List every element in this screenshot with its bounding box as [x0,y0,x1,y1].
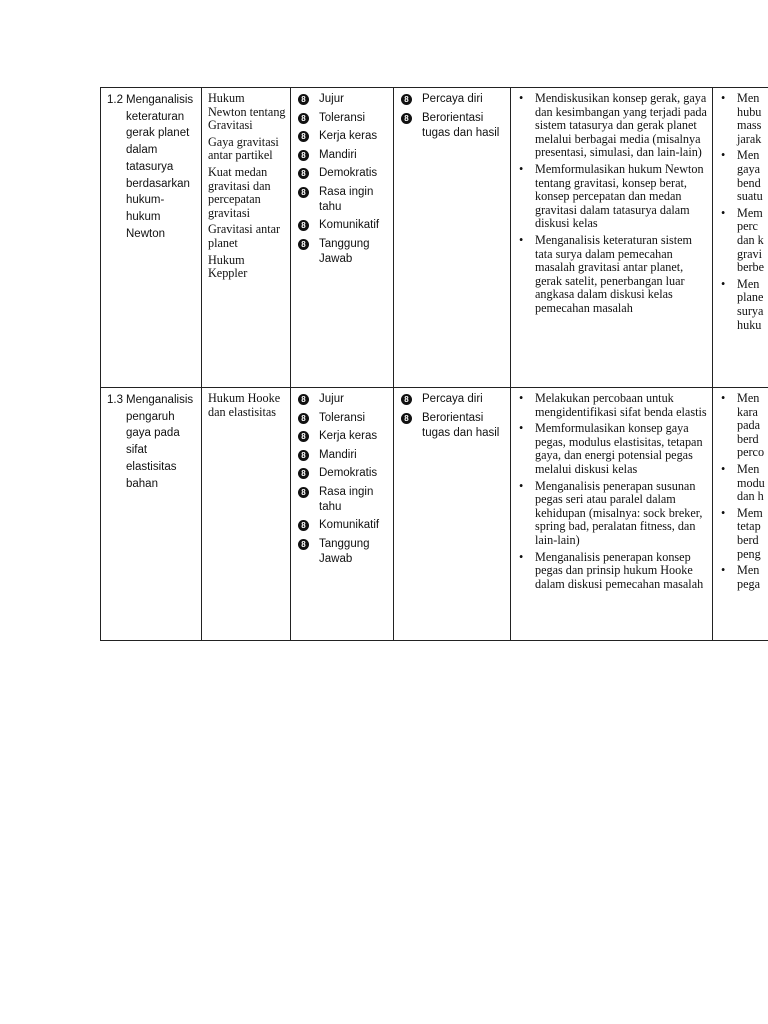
list-item [297,111,389,126]
number-8-circle-icon: 8 [298,468,309,479]
materi-cell [202,88,291,388]
bullet-icon: • [721,91,726,105]
list-item [297,129,389,144]
list-item [517,480,708,548]
list-item [297,411,389,426]
list-item [297,92,389,107]
list-item [297,485,389,515]
indikator-line: peng [737,546,761,561]
bullet-icon: • [721,505,726,520]
number-8-circle-icon: 8 [298,150,309,161]
value-label: Komunikatif [319,219,380,231]
materi-item: Hukum Hooke dan elastisitas [208,391,281,419]
materi-item: Hukum Newton tentang Gravitasi [208,91,286,133]
indikator-text [737,507,768,561]
value-label: Mandiri [319,448,357,461]
table-row [101,388,768,641]
indikator-line: pega [737,576,761,591]
nilai-karakter-cell [291,388,394,641]
materi-item: Kuat medan gravitasi dan percepatan gravitasi [208,164,271,220]
value-label: Percaya diri [422,393,483,405]
list-item [297,166,389,181]
kegiatan-text: Menganalisis keteraturan sistem tata surya dalam pemecahan masalah gravitasi antar planet, gerak satelit, penerbangan luar angkasa dalam diskusi kelas pemecahan masalah [535,232,693,315]
indikator-cell [713,88,768,388]
list-item [719,207,768,275]
indikator-text [737,207,768,275]
value-label: Demokratis [319,467,378,479]
kegiatan-text: Menganalisis penerapan konsep pegas dan prinsip hukum Hooke dalam diskusi pemecahan masalah [535,549,704,591]
value-label: Komunikatif [319,519,380,531]
list-item [719,564,768,591]
number-8-circle-icon: 8 [298,431,309,442]
nilai-karakter-list [297,392,389,567]
number-8-circle-icon: 8 [401,94,412,105]
number-8-circle-icon: 8 [298,168,309,179]
kd-text: Menganalisis pengaruh gaya pada sifat elastisitas bahan [126,394,194,490]
indikator-line: Men [737,563,760,578]
indikator-line: Men [737,148,760,163]
kd-number: 1.3 [107,394,123,406]
indikator-line: perc [737,219,758,234]
indikator-line: modu [737,475,765,490]
value-label: Tanggung Jawab [319,237,370,265]
kd-number: 1.2 [107,94,123,106]
list-item [297,518,389,533]
bullet-icon: • [721,563,726,578]
indikator-line: pada [737,418,761,433]
list-item [297,429,389,444]
kd-entry [107,392,197,492]
value-label: Jujur [319,393,344,405]
indikator-line: hubu [737,104,762,119]
indikator-line: mass [737,118,762,133]
kd-entry [107,92,197,242]
bullet-icon: • [519,391,524,405]
value-label: Percaya diri [422,93,483,105]
list-item [400,111,506,141]
indikator-line: surya [737,303,764,318]
list-item [297,148,389,163]
indikator-list [719,392,768,591]
number-8-circle-icon: 8 [298,450,309,461]
value-label: Kerja keras [319,430,378,442]
indikator-text [737,92,768,146]
bullet-icon: • [721,391,726,405]
number-8-circle-icon: 8 [298,520,309,531]
indikator-text [737,463,768,504]
number-8-circle-icon: 8 [298,113,309,124]
list-item [400,411,506,441]
list-item [719,92,768,146]
indikator-text [737,392,768,460]
value-label: Kerja keras [319,130,378,142]
indikator-line: plane [737,290,764,305]
value-label: Demokratis [319,167,378,179]
indikator-line: Men [737,391,760,405]
list-item [400,92,506,107]
number-8-circle-icon: 8 [298,94,309,105]
bullet-icon: • [721,461,726,476]
kegiatan-list [517,92,708,316]
indikator-line: dan k [737,232,764,247]
bullet-icon: • [519,421,524,436]
indikator-line: Mem [737,505,763,520]
value-label: Toleransi [319,411,366,424]
number-8-circle-icon: 8 [298,487,309,498]
number-8-circle-icon: 8 [298,239,309,250]
bullet-icon: • [519,91,524,105]
list-item [517,234,708,316]
kegiatan-text: Memformulasikan hukum Newton tentang gravitasi, konsep berat, konsep percepatan dan medan gravitasi dalam tatasurya dalam diskusi kelas [535,161,704,231]
number-8-circle-icon: 8 [401,113,412,124]
indikator-line: kara [737,404,758,419]
list-item [297,392,389,407]
list-item [297,537,389,567]
list-item [517,163,708,231]
indikator-line: gravi [737,246,763,261]
value-label: Jujur [319,93,344,105]
value-label: Tanggung Jawab [319,537,370,565]
list-item [297,448,389,463]
indikator-line: berd [737,431,759,446]
table-row [101,88,768,388]
number-8-circle-icon: 8 [298,187,309,198]
kegiatan-text: Mendiskusikan konsep gerak, gaya dan kesimbangan yang terjadi pada sistem tatasurya dan gerak planet melalui berbagai media (misalnya presentasi, simulasi, dan lain-lain) [535,91,707,160]
list-item [719,278,768,332]
indikator-line: perco [737,445,765,460]
materi-cell [202,388,291,641]
kd-cell [101,88,202,388]
number-8-circle-icon: 8 [298,413,309,424]
number-8-circle-icon: 8 [298,394,309,405]
indikator-cell [713,388,768,641]
list-item [719,463,768,504]
number-8-circle-icon: 8 [298,220,309,231]
value-label: Berorientasi tugas dan hasil [422,411,500,439]
syllabus-table [100,87,768,641]
indikator-line: Men [737,461,760,476]
list-item [297,237,389,267]
indikator-line: gaya [737,161,761,176]
bullet-icon: • [519,232,524,247]
indikator-line: huku [737,317,762,332]
nilai-kewirausahaan-list [400,392,506,441]
list-item [517,422,708,476]
kegiatan-text: Melakukan percobaan untuk mengidentifikasi sifat benda elastis [535,391,707,419]
indikator-line: bend [737,175,761,190]
list-item [517,392,708,419]
list-item [517,551,708,592]
list-item [719,392,768,460]
kegiatan-cell [511,388,713,641]
number-8-circle-icon: 8 [401,413,412,424]
bullet-icon: • [721,205,726,220]
value-label: Toleransi [319,111,366,124]
value-label: Rasa ingin tahu [319,485,374,513]
bullet-icon: • [519,549,524,564]
bullet-icon: • [519,478,524,493]
kegiatan-text: Menganalisis penerapan susunan pegas seri atau paralel dalam kehidupan (misalnya: sock breker, spring bad, peralatan fitness, dan lain-lain) [535,478,703,547]
nilai-karakter-list [297,92,389,267]
indikator-text [737,564,768,591]
kegiatan-list [517,392,708,591]
indikator-line: Men [737,276,760,291]
value-label: Rasa ingin tahu [319,185,374,213]
list-item [297,466,389,481]
indikator-line: Mem [737,205,763,220]
number-8-circle-icon: 8 [298,131,309,142]
indikator-text [737,149,768,203]
indikator-line: dan h [737,489,764,504]
list-item [297,218,389,233]
list-item [517,92,708,160]
materi-item: Gaya gravitasi antar partikel [208,134,279,163]
indikator-line: jarak [737,131,762,146]
list-item [400,392,506,407]
kd-text: Menganalisis keteraturan gerak planet dalam tatasurya berdasarkan hukum-hukum Newton [126,94,194,240]
nilai-karakter-cell [291,88,394,388]
materi-item: Gravitasi antar planet [208,222,281,250]
indikator-line: suatu [737,189,763,204]
nilai-kewirausahaan-cell [394,88,511,388]
kd-cell [101,388,202,641]
nilai-kewirausahaan-cell [394,388,511,641]
number-8-circle-icon: 8 [298,539,309,550]
bullet-icon: • [519,161,524,176]
indikator-line: Men [737,91,760,105]
list-item [719,149,768,203]
kegiatan-text: Memformulasikan konsep gaya pegas, modulus elastisitas, tetapan gaya, dan energi potensial pegas melalui diskusi kelas [535,421,703,476]
materi-item: Hukum Keppler [208,252,248,281]
bullet-icon: • [721,148,726,163]
indikator-text [737,278,768,332]
value-label: Mandiri [319,148,357,161]
indikator-list [719,92,768,332]
list-item [297,185,389,215]
value-label: Berorientasi tugas dan hasil [422,111,500,139]
indikator-line: berd [737,532,759,547]
indikator-line: berbe [737,260,765,275]
nilai-kewirausahaan-list [400,92,506,141]
bullet-icon: • [721,276,726,291]
list-item [719,507,768,561]
kegiatan-cell [511,88,713,388]
number-8-circle-icon: 8 [401,394,412,405]
indikator-line: tetap [737,519,761,534]
